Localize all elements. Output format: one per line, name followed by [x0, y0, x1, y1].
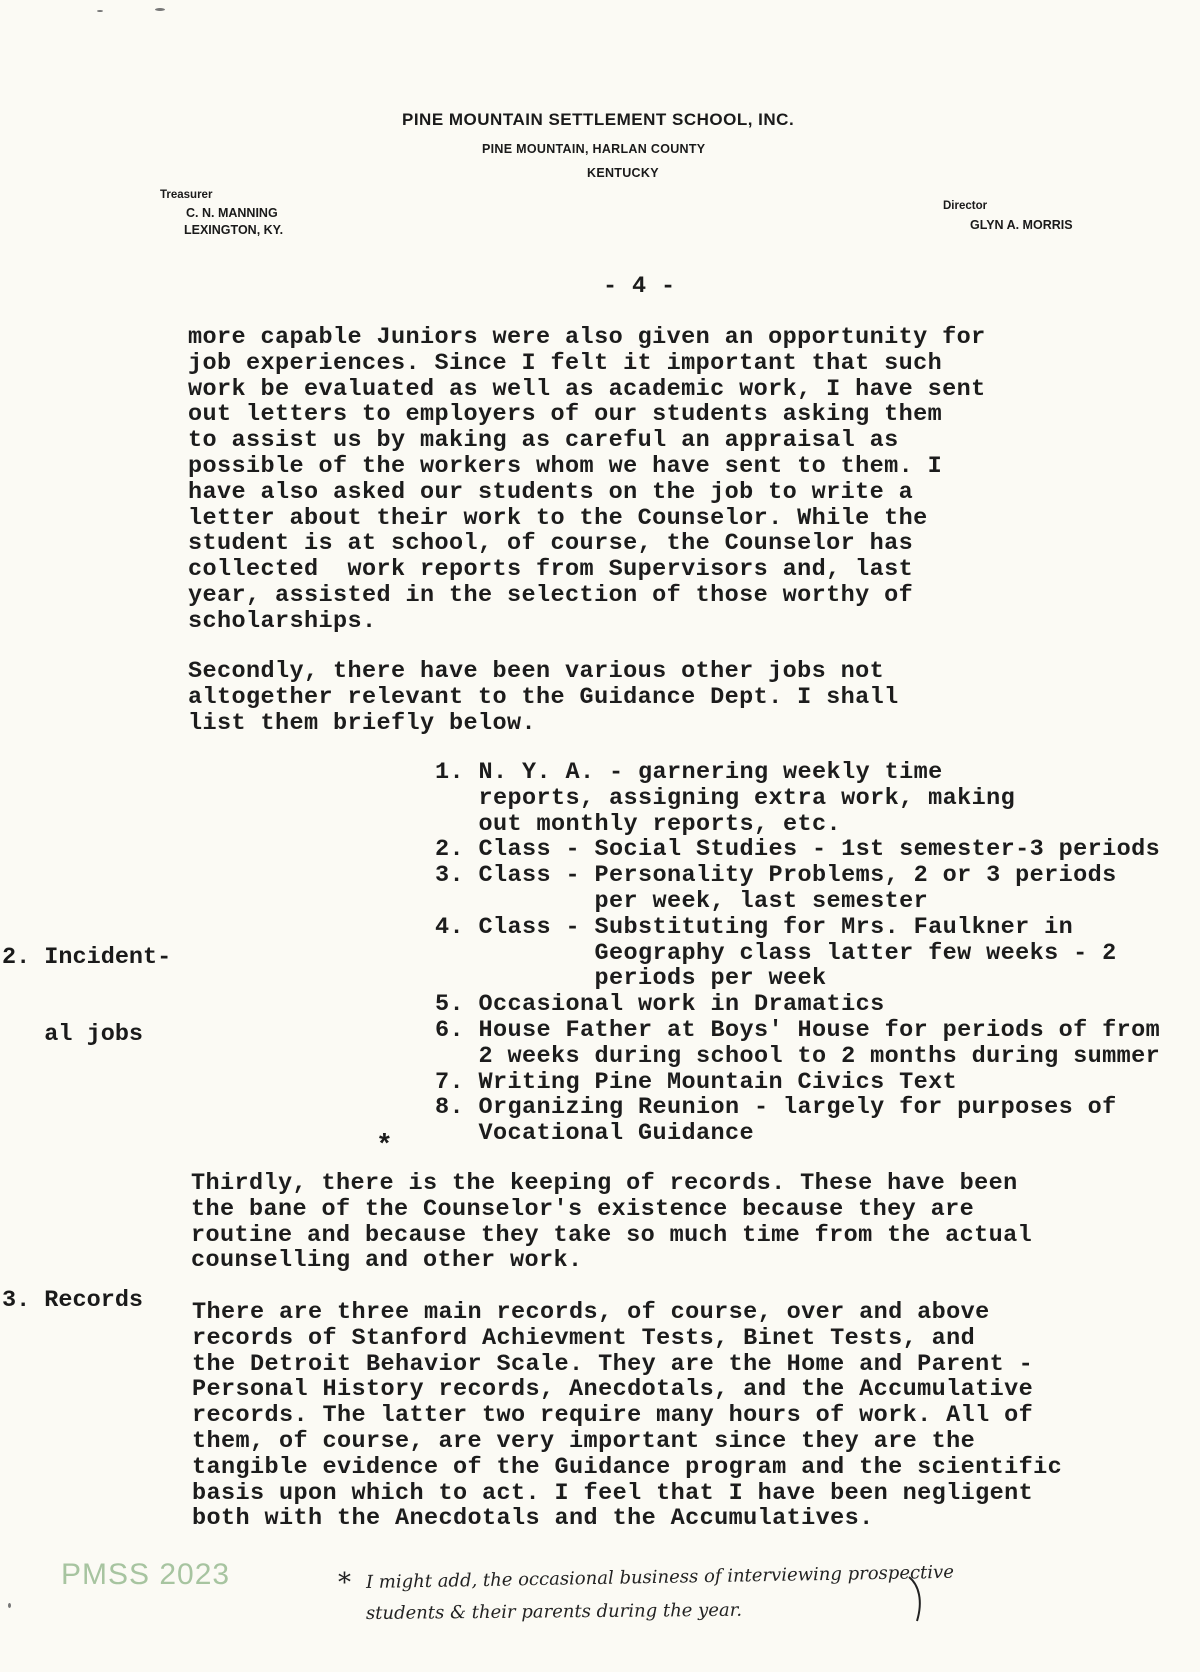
incidental-jobs-list [435, 760, 1160, 1147]
list-item: periods per week [435, 965, 827, 993]
text-line: records. The latter two require many hours of work. All of [192, 1402, 1034, 1430]
list-item: per week, last semester [435, 887, 929, 915]
text-line: year, assisted in the selection of those worthy of [188, 581, 914, 609]
page-number: - 4 - [603, 273, 676, 300]
list-item: reports, assigning extra work, making [435, 784, 1016, 812]
text-line: basis upon which to act. I feel that I have been negligent [192, 1479, 1034, 1507]
letterhead-state: KENTUCKY [587, 166, 659, 180]
text-line: to assist us by making as careful an appraisal as [188, 427, 899, 455]
text-line: out letters to employers of our students asking them [188, 401, 943, 429]
text-line: student is at school, of course, the Counselor has [188, 530, 914, 558]
paragraph-thirdly [191, 1171, 1032, 1274]
text-line: list them briefly below. [188, 709, 537, 737]
director-name: GLYN A. MORRIS [970, 218, 1073, 232]
treasurer-city: LEXINGTON, KY. [184, 223, 284, 237]
handwritten-star: * [338, 1568, 351, 1598]
treasurer-title: Treasurer [160, 189, 213, 201]
list-item: 6. House Father at Boys' House for periods of from [435, 1016, 1161, 1044]
list-item: 4. Class - Substituting for Mrs. Faulkner in [435, 913, 1074, 941]
treasurer-name: C. N. MANNING [186, 206, 278, 220]
handwritten-note-line-1: I might add, the occasional business of interviewing prospective [365, 1561, 955, 1593]
text-line: the Detroit Behavior Scale. They are the Home and Parent - [192, 1350, 1034, 1378]
text-line: routine and because they take so much time from the actual [191, 1221, 1033, 1249]
text-line: work be evaluated as well as academic work, I have sent [188, 375, 986, 403]
list-item: out monthly reports, etc. [435, 810, 842, 838]
list-item: 1. N. Y. A. - garnering weekly time [435, 759, 943, 786]
text-line: the bane of the Counselor's existence because they are [191, 1195, 975, 1223]
list-item: 7. Writing Pine Mountain Civics Text [435, 1068, 958, 1096]
paragraph-records [192, 1300, 1062, 1532]
letterhead-address: PINE MOUNTAIN, HARLAN COUNTY [482, 142, 706, 156]
asterisk-mark: * [376, 1131, 394, 1162]
paper-speck [8, 1603, 11, 1608]
handwritten-note-line-2: students & their parents during the year. [365, 1599, 743, 1624]
list-item: Vocational Guidance [435, 1120, 755, 1148]
director-title: Director [943, 200, 988, 212]
text-line: records of Stanford Achievment Tests, Binet Tests, and [192, 1324, 976, 1352]
watermark: PMSS 2023 [61, 1558, 231, 1591]
text-line: scholarships. [188, 607, 377, 635]
text-line: Secondly, there have been various other jobs not [188, 658, 885, 685]
paragraph-job-experiences [188, 325, 986, 635]
list-item: 3. Class - Personality Problems, 2 or 3 periods [435, 862, 1117, 890]
text-line: more capable Juniors were also given an opportunity for [188, 324, 986, 351]
text-line: both with the Anecdotals and the Accumulatives. [192, 1505, 874, 1533]
text-line: There are three main records, of course, over and above [192, 1299, 990, 1326]
text-line: Personal History records, Anecdotals, and the Accumulative [192, 1376, 1034, 1404]
list-item: 8. Organizing Reunion - largely for purposes of [435, 1094, 1117, 1122]
paragraph-secondly [188, 659, 899, 736]
list-item: 2 weeks during school to 2 months during summer [435, 1042, 1161, 1070]
text-line: have also asked our students on the job to write a [188, 478, 914, 506]
paper-speck [97, 10, 103, 12]
margin-note-records: 3. Records [2, 1287, 144, 1314]
text-line: altogether relevant to the Guidance Dept. I shall [188, 683, 899, 711]
text-line: tangible evidence of the Guidance program and the scientific [192, 1453, 1063, 1481]
margin-note-incidental-jobs [2, 893, 171, 1099]
text-line: al jobs [2, 1020, 144, 1048]
text-line: them, of course, are very important since they are the [192, 1427, 976, 1455]
text-line: collected work reports from Supervisors and, last [188, 556, 914, 584]
list-item: 5. Occasional work in Dramatics [435, 991, 885, 1019]
text-line: letter about their work to the Counselor. While the [188, 504, 928, 532]
text-line: Thirdly, there is the keeping of records. These have been [191, 1170, 1018, 1197]
handwritten-bracket-icon [905, 1575, 935, 1625]
text-line: possible of the workers whom we have sent to them. I [188, 452, 943, 480]
letterhead-org-name: PINE MOUNTAIN SETTLEMENT SCHOOL, INC. [402, 110, 795, 129]
list-item: 2. Class - Social Studies - 1st semester-3 periods [435, 836, 1161, 864]
paper-speck [155, 8, 165, 11]
list-item: Geography class latter few weeks - 2 [435, 939, 1117, 967]
text-line: job experiences. Since I felt it important that such [188, 349, 943, 377]
text-line: 2. Incident- [2, 943, 172, 971]
text-line: counselling and other work. [191, 1247, 583, 1275]
